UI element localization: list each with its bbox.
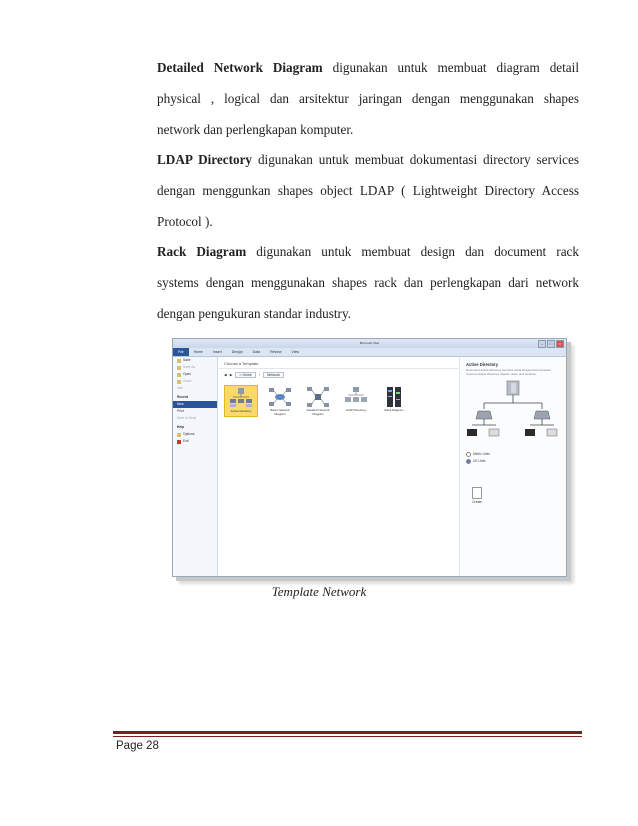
template-basic-network[interactable] bbox=[264, 385, 296, 417]
term-label: Rack Diagram bbox=[157, 244, 247, 259]
footer-rule-thin bbox=[113, 736, 582, 737]
menu-save-send[interactable]: Save & Send bbox=[177, 416, 197, 420]
paragraph-rack-diagram bbox=[157, 236, 579, 329]
create-label: Create bbox=[472, 500, 482, 504]
window-controls bbox=[538, 340, 564, 348]
paragraph-line: dengan pengukuran standar industry. bbox=[157, 306, 351, 321]
menu-label: Close bbox=[183, 379, 192, 383]
template-list bbox=[218, 381, 458, 421]
tab-view[interactable]: View bbox=[291, 350, 300, 354]
breadcrumb-home[interactable]: ⌂ Home bbox=[235, 372, 255, 378]
back-arrow-icon[interactable]: ◀ bbox=[224, 373, 227, 377]
paragraph-ldap-directory bbox=[157, 144, 579, 237]
menu-help[interactable]: Help bbox=[177, 425, 185, 429]
paragraph-text: digunakan untuk membuat dokumentasi directory services bbox=[252, 152, 579, 167]
new-document-icon bbox=[472, 487, 482, 499]
maximize-icon[interactable]: □ bbox=[547, 340, 555, 348]
save-icon bbox=[177, 359, 181, 363]
minimize-icon[interactable]: – bbox=[538, 340, 546, 348]
paragraph-line bbox=[157, 52, 579, 83]
paragraph-line: network dan perlengkapan komputer. bbox=[157, 122, 354, 137]
template-label: LDAP Directory bbox=[345, 408, 367, 412]
menu-label: Save bbox=[183, 358, 191, 362]
paragraph-line bbox=[157, 144, 579, 175]
menu-close[interactable] bbox=[173, 378, 217, 385]
menu-options[interactable] bbox=[173, 431, 217, 438]
menu-recent[interactable]: Recent bbox=[177, 395, 188, 399]
template-ldap-directory[interactable] bbox=[340, 385, 372, 417]
ribbon-tabs bbox=[173, 348, 566, 357]
template-label: Active Directory bbox=[230, 409, 252, 413]
chevron-right-icon: › bbox=[258, 373, 261, 377]
menu-label: Options bbox=[183, 432, 195, 436]
radio-selected-icon bbox=[466, 459, 471, 464]
menu-info[interactable]: Info bbox=[177, 386, 183, 390]
backstage-menu bbox=[173, 357, 218, 576]
active-directory-icon bbox=[228, 387, 254, 409]
menu-exit[interactable] bbox=[173, 438, 217, 445]
tab-data[interactable]: Data bbox=[252, 350, 261, 354]
radio-label: Metric Units bbox=[473, 452, 490, 457]
units-us-radio[interactable] bbox=[460, 458, 566, 465]
ldap-directory-icon bbox=[343, 386, 369, 408]
options-icon bbox=[177, 433, 181, 437]
close-icon[interactable]: × bbox=[556, 340, 564, 348]
paragraph-line: systems dengan menggunakan shapes rack dan perlengkapan dari network bbox=[157, 275, 579, 290]
template-preview-panel bbox=[459, 357, 566, 576]
choose-template-heading: Choose a Template bbox=[218, 357, 458, 369]
open-folder-icon bbox=[177, 373, 181, 377]
forward-arrow-icon[interactable]: ▶ bbox=[229, 373, 233, 377]
template-breadcrumb bbox=[218, 369, 458, 381]
template-detailed-network[interactable] bbox=[302, 385, 334, 417]
menu-save[interactable] bbox=[173, 357, 217, 364]
paragraph-text: digunakan untuk membuat diagram detail bbox=[322, 60, 579, 75]
template-label: Detailed Network Diagram bbox=[306, 408, 330, 416]
menu-label: Exit bbox=[183, 439, 189, 443]
exit-icon bbox=[177, 440, 181, 444]
units-metric-radio[interactable] bbox=[460, 451, 566, 458]
paragraph-line bbox=[157, 236, 579, 267]
menu-save-as[interactable] bbox=[173, 364, 217, 371]
tab-file[interactable]: File bbox=[173, 348, 189, 356]
basic-network-icon bbox=[267, 386, 293, 408]
preview-description: Document Active Directory services using shapes that represent common Active Directory objects, sites, and services. bbox=[466, 368, 552, 376]
menu-print[interactable]: Print bbox=[177, 409, 184, 413]
paragraph-detailed-network bbox=[157, 52, 579, 145]
preview-title: Active Directory bbox=[466, 362, 499, 367]
menu-new[interactable]: New bbox=[173, 401, 217, 408]
figure-caption: Template Network bbox=[271, 584, 367, 599]
template-label: Basic Network Diagram bbox=[270, 408, 290, 416]
radio-label: US Units bbox=[473, 459, 486, 464]
page-number: Page 28 bbox=[116, 740, 159, 752]
detailed-network-icon bbox=[305, 386, 331, 408]
tab-home[interactable]: Home bbox=[193, 350, 203, 354]
breadcrumb-home-label: Home bbox=[242, 373, 252, 377]
active-directory-preview-image bbox=[460, 379, 566, 449]
menu-open[interactable] bbox=[173, 371, 217, 378]
template-gallery bbox=[218, 357, 458, 576]
paragraph-line: Protocol ). bbox=[157, 214, 213, 229]
radio-icon bbox=[466, 452, 471, 457]
term-label: LDAP Directory bbox=[157, 152, 253, 167]
paragraph-line: dengan menggunkan shapes object LDAP ( Lightweight Directory Access bbox=[157, 183, 579, 198]
save-as-icon bbox=[177, 366, 181, 370]
tab-review[interactable]: Review bbox=[270, 350, 282, 354]
rack-diagram-icon bbox=[381, 386, 407, 408]
visio-screenshot bbox=[172, 338, 567, 577]
footer-rule bbox=[113, 731, 582, 734]
paragraph-text: digunakan untuk membuat design dan document rack bbox=[246, 244, 579, 259]
template-label: Rack Diagram bbox=[384, 408, 404, 412]
close-doc-icon bbox=[177, 380, 181, 384]
tab-design[interactable]: Design bbox=[231, 350, 243, 354]
term-label: Detailed Network Diagram bbox=[157, 60, 323, 75]
window-title: Microsoft Visio bbox=[359, 341, 380, 345]
breadcrumb-network[interactable]: Network bbox=[263, 372, 284, 378]
template-rack-diagram[interactable] bbox=[378, 385, 410, 417]
create-button[interactable] bbox=[472, 487, 482, 504]
paragraph-line: physical , logical dan arsitektur jaringan dengan menggunakan shapes bbox=[157, 91, 579, 106]
window-titlebar bbox=[173, 339, 566, 348]
menu-label: Save As bbox=[183, 365, 196, 369]
template-active-directory[interactable] bbox=[224, 385, 258, 417]
tab-insert[interactable]: Insert bbox=[212, 350, 222, 354]
menu-label: Open bbox=[183, 372, 192, 376]
